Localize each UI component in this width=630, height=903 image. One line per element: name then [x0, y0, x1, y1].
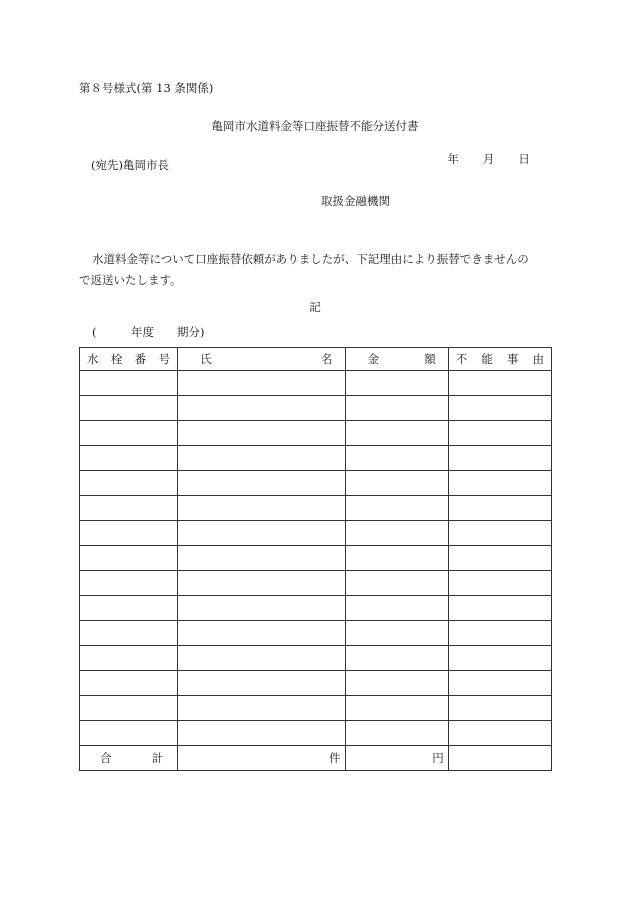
document-title: 亀岡市水道料金等口座振替不能分送付書 [211, 119, 419, 133]
hydrant-number-cell[interactable] [80, 596, 178, 621]
name-cell[interactable] [178, 696, 345, 721]
hydrant-number-cell[interactable] [80, 646, 178, 671]
name-cell[interactable] [178, 671, 345, 696]
name-cell[interactable] [178, 571, 345, 596]
hydrant-number-cell[interactable] [80, 496, 178, 521]
amount-cell[interactable] [345, 396, 448, 421]
ki-heading: 記 [309, 300, 321, 314]
header-reason [448, 348, 551, 371]
hydrant-number-cell[interactable] [80, 471, 178, 496]
header-amount [345, 348, 448, 371]
hydrant-number-cell[interactable] [80, 696, 178, 721]
name-cell[interactable] [178, 396, 345, 421]
header-hydrant-number [80, 348, 178, 371]
amount-cell[interactable] [345, 471, 448, 496]
name-cell[interactable] [178, 646, 345, 671]
yen-unit: 円 [432, 751, 444, 765]
reason-cell[interactable] [448, 521, 551, 546]
table-row [80, 646, 552, 671]
amount-cell[interactable] [345, 546, 448, 571]
date-line [440, 138, 530, 166]
reason-cell[interactable] [448, 596, 551, 621]
hydrant-number-cell[interactable] [80, 671, 178, 696]
total-reason-cell[interactable] [448, 746, 551, 771]
reason-cell[interactable] [448, 646, 551, 671]
table-row [80, 571, 552, 596]
name-cell[interactable] [178, 521, 345, 546]
reason-cell[interactable] [448, 546, 551, 571]
body-text-line-1: 水道料金等について口座振替依頼がありましたが、下記理由により振替できませんの [92, 252, 529, 266]
date-month: 月 [482, 152, 495, 166]
table-row [80, 671, 552, 696]
count-unit: 件 [329, 751, 341, 765]
table-row [80, 446, 552, 471]
name-cell[interactable] [178, 596, 345, 621]
table-row [80, 371, 552, 396]
header-amount-char: 額 [424, 352, 436, 366]
total-label-cell [80, 746, 178, 771]
total-label-char: 合 [100, 751, 112, 765]
name-cell[interactable] [178, 621, 345, 646]
name-cell[interactable] [178, 371, 345, 396]
reason-cell[interactable] [448, 671, 551, 696]
header-reason-char: 不 [455, 352, 468, 366]
table-row [80, 696, 552, 721]
amount-cell[interactable] [345, 696, 448, 721]
table-row [80, 596, 552, 621]
date-day: 日 [518, 152, 530, 166]
amount-cell[interactable] [345, 671, 448, 696]
hydrant-number-cell[interactable] [80, 521, 178, 546]
name-cell[interactable] [178, 496, 345, 521]
header-reason-char: 能 [481, 352, 493, 366]
table-row [80, 721, 552, 746]
reason-cell[interactable] [448, 496, 551, 521]
hydrant-number-cell[interactable] [80, 546, 178, 571]
header-hydrant-number-char: 番 [134, 352, 147, 366]
body-text-line-2: で返送いたします。 [79, 273, 182, 287]
table-row [80, 396, 552, 421]
amount-cell[interactable] [345, 521, 448, 546]
form-number: 第８号様式(第 13 条関係) [79, 81, 214, 95]
amount-cell[interactable] [345, 371, 448, 396]
table-row [80, 421, 552, 446]
header-hydrant-number-char: 号 [158, 352, 171, 366]
reason-cell[interactable] [448, 621, 551, 646]
header-name-char: 氏 [200, 352, 212, 366]
amount-cell[interactable] [345, 621, 448, 646]
amount-cell[interactable] [345, 721, 448, 746]
amount-cell[interactable] [345, 446, 448, 471]
table-row [80, 621, 552, 646]
header-name [178, 348, 345, 371]
reason-cell[interactable] [448, 721, 551, 746]
hydrant-number-cell[interactable] [80, 621, 178, 646]
hydrant-number-cell[interactable] [80, 396, 178, 421]
reason-cell[interactable] [448, 696, 551, 721]
header-reason-char: 事 [506, 352, 519, 366]
amount-cell[interactable] [345, 496, 448, 521]
hydrant-number-cell[interactable] [80, 446, 178, 471]
reason-cell[interactable] [448, 396, 551, 421]
table-row [80, 496, 552, 521]
header-name-char: 名 [321, 352, 333, 366]
reason-cell[interactable] [448, 571, 551, 596]
amount-cell[interactable] [345, 596, 448, 621]
reason-cell[interactable] [448, 471, 551, 496]
header-hydrant-number-char: 栓 [110, 352, 123, 366]
total-count-cell[interactable] [178, 746, 345, 771]
name-cell[interactable] [178, 546, 345, 571]
total-row [80, 746, 552, 771]
reason-cell[interactable] [448, 446, 551, 471]
name-cell[interactable] [178, 471, 345, 496]
table-row [80, 471, 552, 496]
hydrant-number-cell[interactable] [80, 421, 178, 446]
name-cell[interactable] [178, 421, 345, 446]
table-row [80, 521, 552, 546]
amount-cell[interactable] [345, 571, 448, 596]
date-year: 年 [447, 152, 459, 166]
table-row [80, 546, 552, 571]
name-cell[interactable] [178, 446, 345, 471]
total-amount-cell[interactable] [345, 746, 448, 771]
institution-label: 取扱金融機関 [321, 194, 390, 208]
reason-cell[interactable] [448, 371, 551, 396]
name-cell[interactable] [178, 721, 345, 746]
amount-cell[interactable] [345, 421, 448, 446]
addressee: (宛先)亀岡市長 [91, 158, 169, 172]
header-hydrant-number-char: 水 [87, 352, 99, 366]
return-table [79, 347, 552, 771]
table-header-row [80, 348, 552, 371]
reason-cell[interactable] [448, 421, 551, 446]
header-amount-char: 金 [367, 352, 380, 366]
hydrant-number-cell[interactable] [80, 721, 178, 746]
header-reason-char: 由 [532, 352, 544, 366]
hydrant-number-cell[interactable] [80, 371, 178, 396]
amount-cell[interactable] [345, 646, 448, 671]
period-label: ( 年度 期分) [92, 325, 205, 339]
hydrant-number-cell[interactable] [80, 571, 178, 596]
total-label-char: 計 [151, 751, 164, 765]
